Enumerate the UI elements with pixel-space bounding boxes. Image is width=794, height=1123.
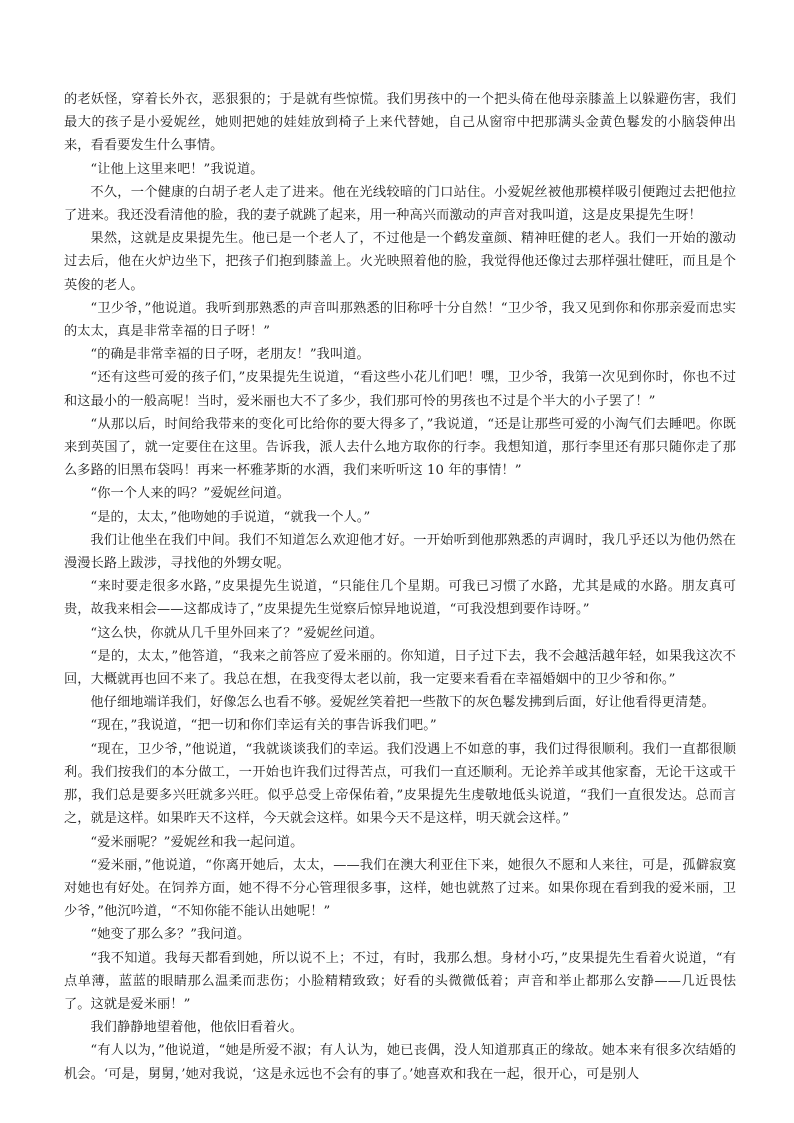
text-body [64, 88, 736, 1086]
paragraph: “是的，太太，”他答道，“我来之前答应了爱米丽的。你知道，日子过下去，我不会越活越年轻，如果我这次不回，大概就再也回不来了。我总在想，在我变得太老以前，我一定要来看看在幸福婚姻中的卫少爷和你。” [64, 648, 736, 688]
paragraph: 我们静静地望着他，他依旧看着火。 [90, 1020, 303, 1036]
paragraph: 的老妖怪，穿着长外衣，恶狠狠的；于是就有些惊慌。我们男孩中的一个把头倚在他母亲膝盖上以躲避伤害，我们最大的孩子是小爱妮丝，她则把她的娃娃放到椅子上来代替她，自己从窗帘中把那满头金黄色鬈发的小脑袋伸出来，看看要发生什么事情。 [64, 92, 736, 154]
paragraph: 他仔细地端详我们，好像怎么也看不够。爱妮丝笑着把一些散下的灰色鬈发拂到后面，好让他看得更清楚。 [90, 695, 715, 711]
paragraph: “是的，太太，”他吻她的手说道，“就我一个人。” [90, 509, 371, 525]
paragraph: “现在，卫少爷，”他说道，“我就谈谈我们的幸运。我们没遇上不如意的事，我们过得很顺利。我们一直都很顺利。我们按我们的本分做工，一开始也许我们过得苦点，可我们一直还顺利。无论养羊或其他家畜，无论干这或干那，我们总是要多兴旺就多兴旺。似乎总受上帝保佑着，”皮果提先生虔敬地低头说道，“我们一直很发达。总而言之，就是这样。如果昨天不这样，今天就会这样。如果今天不是这样，明天就会这样。” [64, 741, 736, 827]
paragraph: “还有这些可爱的孩子们，”皮果提先生说道，“看这些小花儿们吧！嘿，卫少爷，我第一次见到你时，你也不过和这最小的一般高呢！当时，爱米丽也大不了多少，我们那可怜的男孩也不过是个半大的小子罢了！” [64, 370, 736, 409]
paragraph: “她变了那么多？”我问道。 [90, 927, 251, 943]
paragraph: “来时要走很多水路，”皮果提先生说道，“只能住几个星期。可我已习惯了水路，尤其是咸的水路。朋友真可贵，故我来相会——这都成诗了，”皮果提先生觉察后惊异地说道，“可我没想到要作诗呀。” [64, 579, 736, 618]
paragraph: “从那以后，时间给我带来的变化可比给你的要大得多了，”我说道，“还是让那些可爱的小淘气们去睡吧。你既来到英国了，就一定要住在这里。告诉我，派人去什么地方取你的行李。我想知道，那行李里还有那只随你走了那么多路的旧黑布袋吗！再来一杯雅茅斯的水酒，我们来听听这 10 年的事情！” [64, 416, 736, 479]
paragraph: 我们让他坐在我们中间。我们不知道怎么欢迎他才好。一开始听到他那熟悉的声调时，我几乎还以为他仍然在漫漫长路上跋涉，寻找他的外甥女呢。 [64, 532, 736, 572]
paragraph: “我不知道。我每天都看到她，所以说不上；不过，有时，我那么想。身材小巧，”皮果提先生看着火说道，“有点单薄，蓝蓝的眼睛那么温柔而悲伤；小脸精精致致；好看的头微微低着；声音和举止都那么安静——几近畏怯了。这就是爱米丽！” [64, 950, 736, 1012]
paragraph: “的确是非常幸福的日子呀，老朋友！”我叫道。 [90, 347, 370, 363]
paragraph: “现在，”我说道，“把一切和你们幸运有关的事告诉我们吧。” [90, 718, 437, 734]
paragraph: “这么快，你就从几千里外回来了？”爱妮丝问道。 [90, 625, 384, 641]
paragraph: 果然，这就是皮果提先生。他已是一个老人了，不过他是一个鹤发童颜、精神旺健的老人。我们一开始的激动过去后，他在火炉边坐下，把孩子们抱到膝盖上。火光映照着他的脸，我觉得他还像过去那样强壮健旺，而且是个英俊的老人。 [64, 231, 736, 293]
paragraph: “卫少爷，”他说道。我听到那熟悉的声音叫那熟悉的旧称呼十分自然！“卫少爷，我又见到你和你那亲爱而忠实的太太，真是非常幸福的日子呀！” [64, 300, 736, 340]
paragraph: 不久，一个健康的白胡子老人走了进来。他在光线较暗的门口站住。小爱妮丝被他那模样吸引便跑过去把他拉了进来。我还没看清他的脸，我的妻子就跳了起来，用一种高兴而激动的声音对我叫道，这是皮果提先生呀！ [64, 184, 736, 224]
paragraph: “有人以为，”他说道，“她是所爱不淑；有人认为，她已丧偶，没人知道那真正的缘故。她本来有很多次结婚的机会。‘可是，舅舅，’她对我说，‘这是永远也不会有的事了。’她喜欢和我在一起，很开心，可是别人 [64, 1043, 736, 1082]
paragraph: “你一个人来的吗？”爱妮丝问道。 [90, 486, 291, 502]
paragraph: “爱米丽，”他说道，“你离开她后，太太，——我们在澳大利亚住下来，她很久不愿和人来往，可是，孤僻寂寞对她也有好处。在饲养方面，她不得不分心管理很多事，这样，她也就熬了过来。如果你现在看到我的爱米丽，卫少爷，”他沉吟道，“不知你能不能认出她呢！” [64, 857, 736, 920]
paragraph: “爱米丽呢？”爱妮丝和我一起问道。 [90, 834, 304, 850]
paragraph: “让他上这里来吧！”我说道。 [90, 161, 264, 177]
